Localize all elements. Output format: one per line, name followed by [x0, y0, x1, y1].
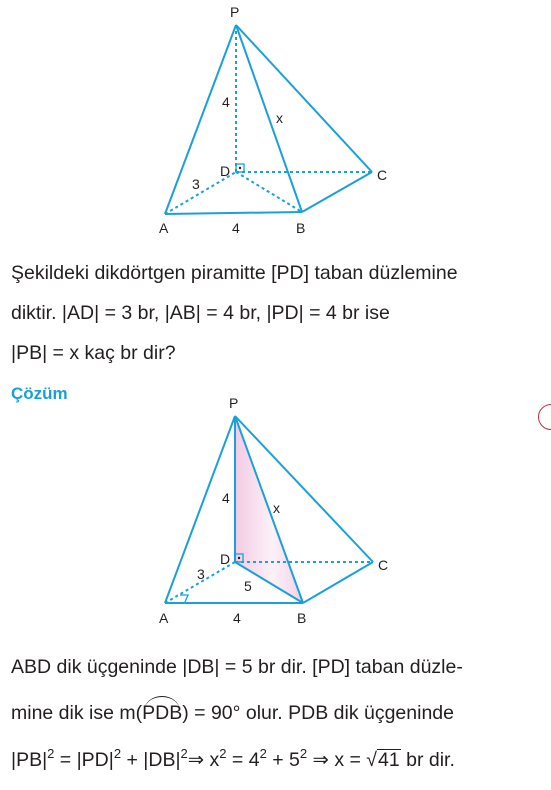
exp-5: 2: [259, 746, 267, 761]
edge-BC-2: [303, 562, 373, 603]
solution-line-3: [11, 746, 455, 771]
edge-PC: [236, 25, 372, 172]
vertex-C-label: C: [377, 167, 388, 183]
vertex-A-label: A: [159, 220, 169, 236]
pyramid-figure-2: [0, 390, 551, 635]
exp-4: 2: [219, 746, 227, 761]
problem-line-3: |PB| = x kaç br dir?: [11, 342, 176, 364]
edge-AD-label: 3: [192, 176, 200, 192]
eq-x: ⇒ x: [187, 749, 220, 771]
right-angle-dot: [239, 167, 241, 169]
solution-line-2: [11, 703, 454, 723]
edge-AB: [165, 212, 302, 214]
eq-db: + |DB|: [121, 749, 181, 771]
eq-pd: = |PD|: [54, 749, 114, 771]
edge-AB-label: 4: [232, 220, 240, 236]
exp-6: 2: [299, 746, 308, 761]
edge-PB: [236, 25, 302, 212]
edge-DB: [236, 172, 302, 212]
edge-PA: [165, 25, 236, 214]
problem-line-2: diktir. |AD| = 3 br, |AB| = 4 br, |PD| = 4 br ise: [11, 302, 390, 324]
solution-heading: Çözüm: [11, 384, 68, 403]
edge-PB-label: x: [276, 110, 283, 126]
vertex-B-label: B: [296, 220, 306, 236]
angle-PDB: PDB: [142, 702, 183, 724]
exp-1: 2: [47, 746, 55, 761]
vertex-A-label-2: A: [159, 610, 169, 626]
edge-DB-label-2: 5: [244, 578, 252, 594]
vertex-B-label-2: B: [297, 610, 307, 626]
edge-AD-label-2: 3: [197, 566, 205, 582]
eq-pb: |PB|: [11, 749, 48, 771]
eq-unit: br dir.: [400, 749, 455, 771]
solution-line-2-a: mine dik ise m(: [11, 702, 143, 724]
eq-five: + 5: [266, 749, 300, 771]
vertex-C-label-2: C: [378, 557, 389, 573]
exp-2: 2: [113, 746, 122, 761]
eq-result: ⇒ x = √: [307, 749, 377, 771]
exp-3: 2: [180, 746, 188, 761]
edge-PB-label-2: x: [273, 500, 280, 516]
right-angle-mark-A: [180, 595, 188, 602]
vertex-D-label: D: [220, 163, 231, 179]
solution-line-1: ABD dik üçgeninde |DB| = 5 br dir. [PD] taban düzle-: [11, 656, 463, 678]
sqrt-radicand: 41: [378, 749, 400, 771]
solution-line-2-b: ) = 90° olur. PDB dik üçgeninde: [182, 702, 454, 724]
right-angle-dot-D: [238, 557, 240, 559]
edge-BC: [302, 172, 372, 212]
vertex-P-label-2: P: [229, 395, 239, 411]
edge-PD-label-2: 4: [222, 490, 230, 506]
pyramid-figure-1: [0, 0, 551, 240]
vertex-P-label: P: [230, 4, 240, 20]
vertex-D-label-2: D: [220, 551, 231, 567]
edge-AB-label-2: 4: [233, 610, 241, 626]
edge-PD-label: 4: [222, 94, 230, 110]
problem-line-1: Şekildeki dikdörtgen piramitte [PD] taban düzlemine: [11, 262, 458, 284]
eq-four: = 4: [226, 749, 260, 771]
